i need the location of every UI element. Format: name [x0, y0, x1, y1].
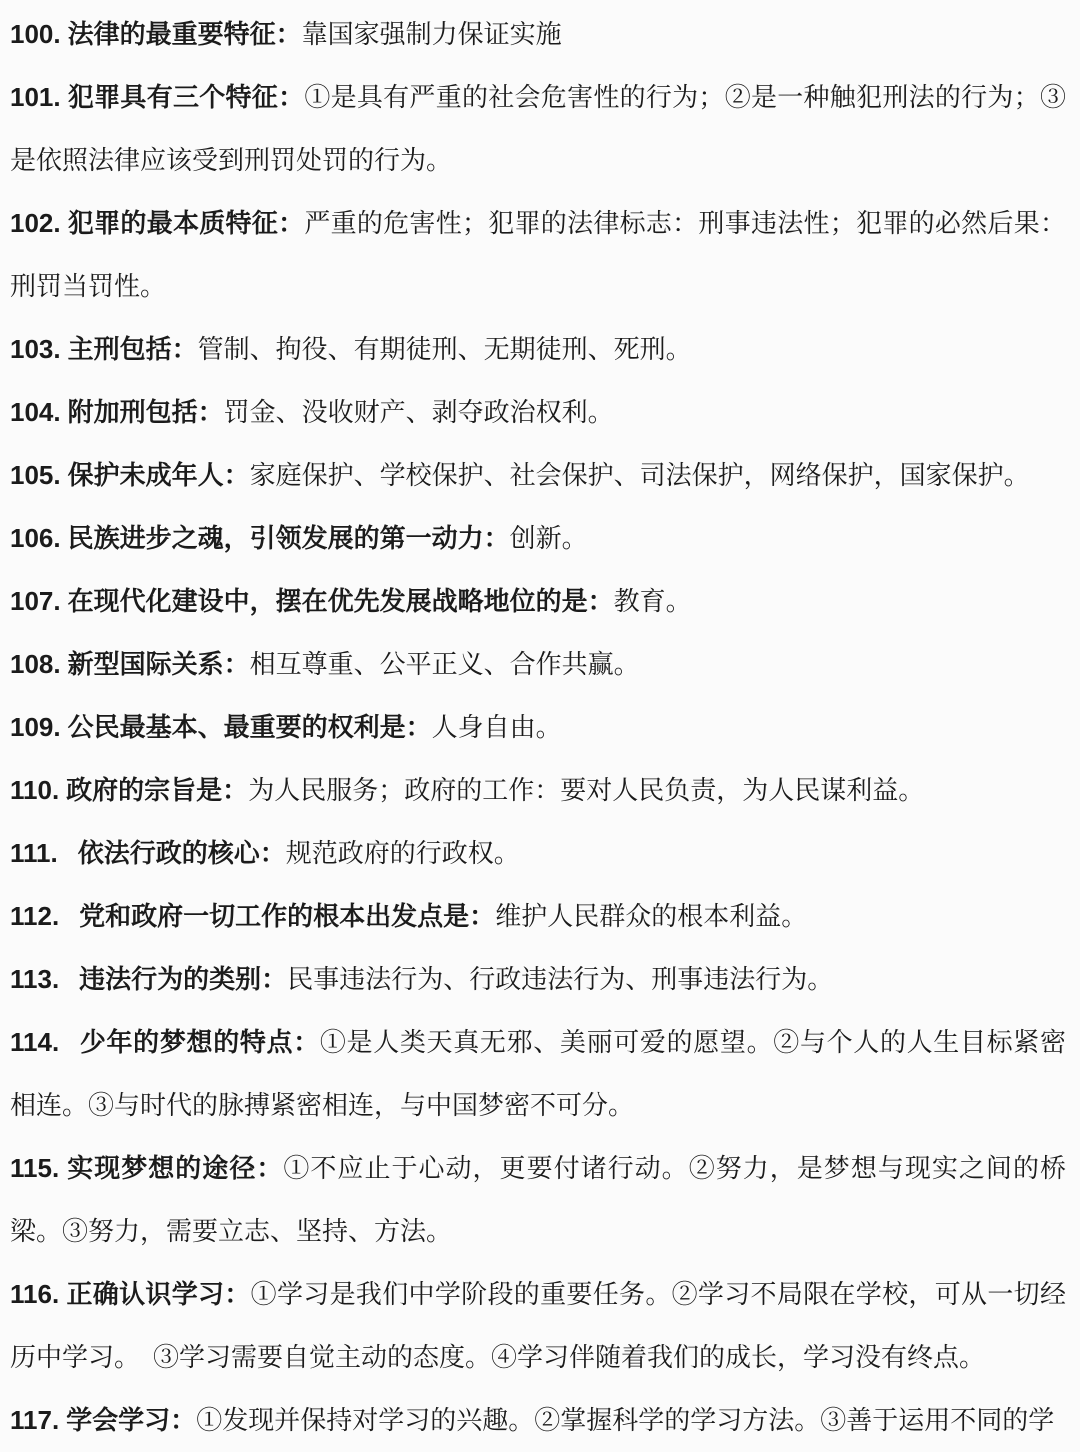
item-heading: 政府的宗旨是： [66, 775, 249, 805]
item-number: 101. [10, 82, 61, 112]
item-number: 115. [10, 1153, 60, 1183]
item-heading: 违法行为的类别： [79, 964, 288, 994]
list-item [10, 66, 1066, 192]
item-heading: 民族进步之魂，引领发展的第一动力： [67, 523, 510, 553]
item-body: 相互尊重、公平正义、合作共赢。 [249, 649, 640, 679]
item-body: 为人民服务；政府的工作：要对人民负责，为人民谋利益。 [248, 775, 925, 805]
item-body: 维护人民群众的根本利益。 [495, 901, 808, 931]
item-body: 规范政府的行政权。 [285, 838, 520, 868]
item-number: 107. [10, 586, 61, 616]
item-heading: 附加刑包括： [67, 397, 224, 427]
list-item [10, 1011, 1066, 1137]
item-number: 102. [10, 208, 61, 238]
item-body: 严重的危害性；犯罪的法律标志：刑事违法性；犯罪的必然后果：刑罚当罚性。 [10, 208, 1066, 301]
item-body: 管制、拘役、有期徒刑、无期徒刑、死刑。 [197, 334, 692, 364]
item-number: 117. [10, 1405, 60, 1435]
list-item [10, 570, 1066, 633]
list-item [10, 1389, 1066, 1452]
item-number: 105. [10, 460, 61, 490]
list-item [10, 381, 1066, 444]
item-number: 111. [10, 838, 58, 868]
item-number: 116. [10, 1279, 60, 1309]
list-item [10, 1263, 1066, 1389]
item-heading: 依法行政的核心： [77, 838, 286, 868]
item-number: 108. [10, 649, 61, 679]
item-body: 家庭保护、学校保护、社会保护、司法保护，网络保护，国家保护。 [249, 460, 1030, 490]
item-number: 100. [10, 19, 61, 49]
item-body: ①是具有严重的社会危害性的行为；②是一种触犯刑法的行为；③是依照法律应该受到刑罚处罚的行为。 [10, 82, 1066, 175]
list-item [10, 444, 1066, 507]
item-body: 教育。 [613, 586, 692, 616]
item-body: ①不应止于心动，更要付诸行动。②努力，是梦想与现实之间的桥梁。③努力，需要立志、坚持、方法。 [10, 1153, 1066, 1246]
list-item [10, 633, 1066, 696]
list-item [10, 318, 1066, 381]
item-heading: 犯罪的最本质特征： [67, 208, 305, 238]
list-item [10, 948, 1066, 1011]
item-body: 靠国家强制力保证实施 [301, 19, 562, 49]
item-number: 110. [10, 775, 60, 805]
list-item [10, 3, 1066, 66]
item-number: 109. [10, 712, 61, 742]
list-item [10, 885, 1066, 948]
list-item [10, 696, 1066, 759]
item-body: ①是人类天真无邪、美丽可爱的愿望。②与个人的人生目标紧密相连。③与时代的脉搏紧密相连，与中国梦密不可分。 [10, 1027, 1066, 1120]
list-item [10, 192, 1066, 318]
list-item [10, 759, 1066, 822]
item-heading: 少年的梦想的特点： [79, 1027, 320, 1057]
list-item [10, 822, 1066, 885]
item-body: 罚金、没收财产、剥夺政治权利。 [223, 397, 614, 427]
item-heading: 新型国际关系： [67, 649, 250, 679]
item-heading: 犯罪具有三个特征： [67, 82, 305, 112]
item-body: 创新。 [509, 523, 588, 553]
item-number: 114. [10, 1027, 60, 1057]
item-heading: 法律的最重要特征： [67, 19, 302, 49]
item-number: 113. [10, 964, 60, 994]
item-heading: 保护未成年人： [67, 460, 250, 490]
item-number: 106. [10, 523, 61, 553]
item-heading: 实现梦想的途径： [66, 1153, 284, 1183]
list-item [10, 507, 1066, 570]
item-body: 民事违法行为、行政违法行为、刑事违法行为。 [287, 964, 834, 994]
item-body: 人身自由。 [431, 712, 562, 742]
item-heading: 公民最基本、最重要的权利是： [67, 712, 432, 742]
item-heading: 党和政府一切工作的根本出发点是： [79, 901, 496, 931]
item-heading: 正确认识学习： [66, 1279, 251, 1309]
item-number: 104. [10, 397, 61, 427]
item-body: ①发现并保持对学习的兴趣。②掌握科学的学习方法。③善于运用不同的学 [196, 1405, 1055, 1435]
item-body: ①学习是我们中学阶段的重要任务。②学习不局限在学校，可从一切经历中学习。 ③学习需要自觉主动的态度。④学习伴随着我们的成长，学习没有终点。 [10, 1279, 1066, 1372]
item-number: 103. [10, 334, 61, 364]
list-item [10, 1137, 1066, 1263]
item-number: 112. [10, 901, 60, 931]
item-heading: 在现代化建设中，摆在优先发展战略地位的是： [67, 586, 614, 616]
item-heading: 主刑包括： [67, 334, 198, 364]
item-heading: 学会学习： [66, 1405, 197, 1435]
